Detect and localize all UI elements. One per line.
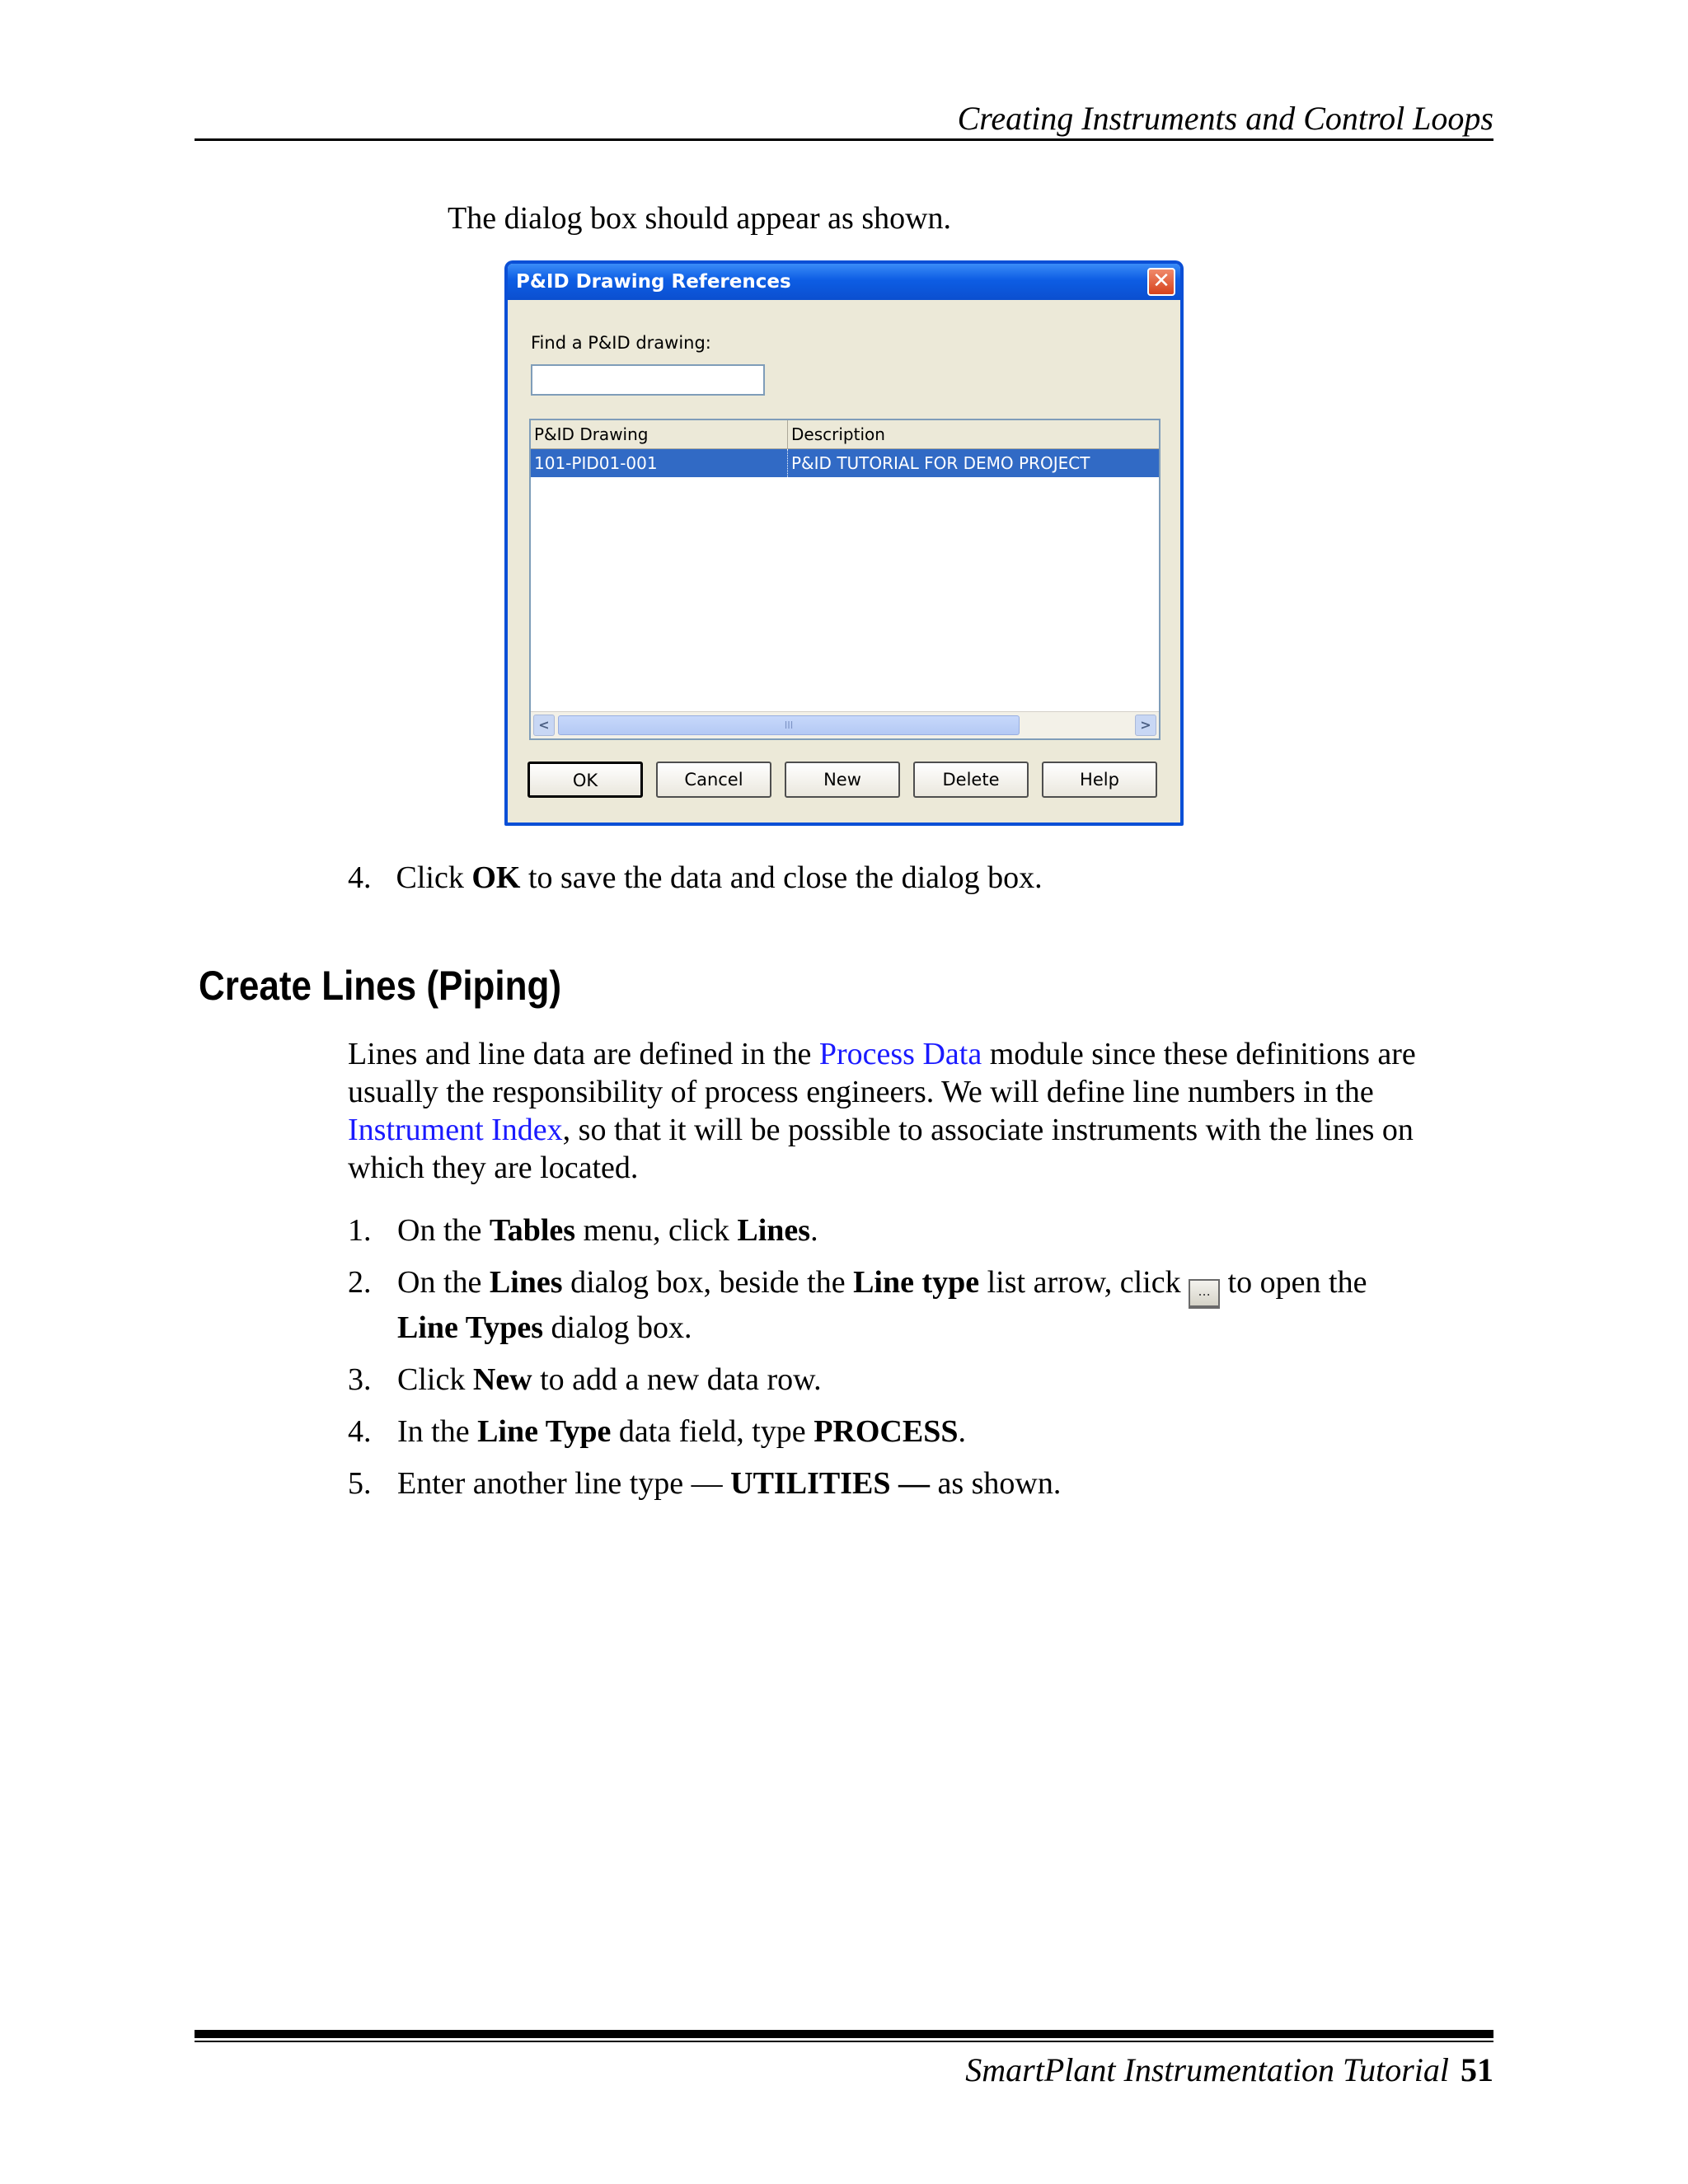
column-header-pid-drawing[interactable]: P&ID Drawing [531, 420, 788, 448]
scroll-right-icon[interactable]: > [1135, 715, 1156, 736]
step-text: Enter another line type — [397, 1466, 731, 1501]
list-item [348, 1465, 1502, 1502]
step-text: as shown. [929, 1466, 1062, 1501]
find-drawing-input[interactable] [531, 364, 765, 396]
instrument-index-link[interactable]: Instrument Index [348, 1113, 563, 1147]
step-bold: OK [471, 860, 521, 895]
step-bold: UTILITIES — [730, 1466, 930, 1501]
new-button[interactable]: New [785, 762, 900, 798]
list-item [348, 1413, 1502, 1451]
scroll-thumb[interactable]: III [558, 715, 1020, 735]
step-text: . [810, 1213, 818, 1248]
step-number: 5. [348, 1466, 372, 1501]
step-text: dialog box. [543, 1310, 692, 1345]
find-drawing-label: Find a P&ID drawing: [531, 333, 711, 353]
step-text: menu, click [575, 1213, 738, 1248]
step-text: dialog box, beside the [562, 1265, 854, 1300]
footer-title: SmartPlant Instrumentation Tutorial [965, 2051, 1449, 2088]
close-icon[interactable]: ✕ [1147, 268, 1175, 296]
step-bold: Line type [853, 1265, 980, 1300]
column-header-description[interactable]: Description [791, 424, 885, 444]
step-text: to save the data and close the dialog box. [520, 860, 1043, 895]
page-footer [195, 2049, 1493, 2092]
page-number: 51 [1461, 2051, 1493, 2088]
list-item [348, 1361, 1502, 1399]
header-rule [195, 138, 1493, 141]
help-button[interactable]: Help [1042, 762, 1157, 798]
section-paragraph [348, 1035, 1498, 1187]
cancel-button[interactable]: Cancel [656, 762, 771, 798]
footer-rule [195, 2030, 1493, 2038]
grid-header [531, 420, 1159, 449]
step-bold: Lines [737, 1213, 811, 1248]
step-number: 1. [348, 1213, 372, 1248]
step-text: On the [397, 1265, 490, 1300]
ok-button[interactable]: OK [528, 762, 643, 798]
delete-button[interactable]: Delete [913, 762, 1029, 798]
section-heading: Create Lines (Piping) [199, 963, 562, 1009]
horizontal-scrollbar[interactable] [531, 711, 1159, 738]
ellipsis-button-icon: ... [1189, 1279, 1220, 1309]
step-bold: Line Type [477, 1414, 612, 1449]
step-bold: New [472, 1362, 532, 1397]
step-click-ok [348, 859, 1043, 897]
step-text: . [958, 1414, 966, 1449]
running-header: Creating Instruments and Control Loops [957, 100, 1493, 137]
cell-pid-drawing[interactable]: 101-PID01-001 [531, 449, 788, 477]
pid-drawing-references-dialog [504, 260, 1184, 826]
step-text: to add a new data row. [532, 1362, 822, 1397]
paragraph-text: Lines and line data are defined in the [348, 1037, 819, 1071]
step-text: to open the [1220, 1265, 1367, 1300]
step-text: On the [397, 1213, 490, 1248]
paragraph-text: module since these definitions are usually the responsibility of process engineers. We will define line numbers in the [348, 1037, 1416, 1109]
step-text: Click [396, 860, 472, 895]
step-bold: Line Types [397, 1310, 544, 1345]
list-item [348, 1212, 1502, 1249]
step-number: 4. [348, 1414, 372, 1449]
step-bold: Tables [489, 1213, 576, 1248]
step-text: list arrow, click [979, 1265, 1189, 1300]
list-item [348, 1263, 1502, 1347]
step-number: 2. [348, 1265, 372, 1300]
step-number: 3. [348, 1362, 372, 1397]
step-text: data field, type [611, 1414, 814, 1449]
step-text: In the [397, 1414, 478, 1449]
cell-description[interactable]: P&ID TUTORIAL FOR DEMO PROJECT [791, 453, 1090, 473]
footer-rule-thin [195, 2041, 1493, 2042]
step-bold: PROCESS [814, 1414, 959, 1449]
process-data-link[interactable]: Process Data [818, 1037, 982, 1071]
steps-list [348, 1212, 1502, 1516]
intro-text: The dialog box should appear as shown. [448, 201, 952, 236]
step-number: 4. [348, 860, 372, 895]
paragraph-text: , so that it will be possible to associate instruments with the lines on which they are located. [348, 1113, 1414, 1185]
table-row[interactable] [531, 449, 1159, 477]
scroll-left-icon[interactable]: < [533, 715, 555, 736]
dialog-title: P&ID Drawing References [508, 264, 1180, 300]
drawings-grid[interactable] [529, 419, 1160, 740]
step-bold: Lines [489, 1265, 563, 1300]
step-text: Click [397, 1362, 473, 1397]
